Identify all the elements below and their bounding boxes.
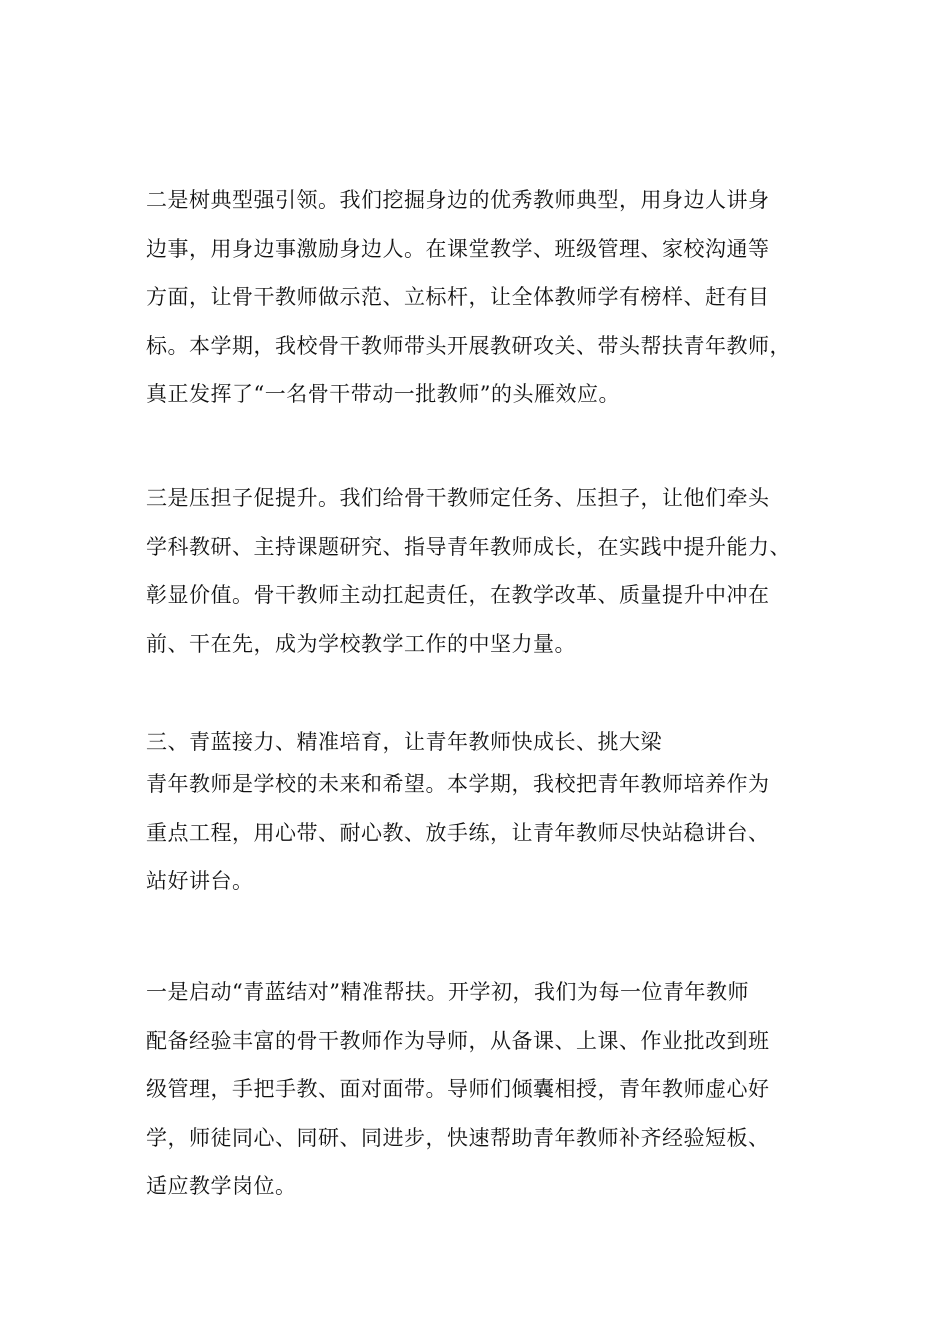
section-heading (146, 722, 826, 762)
paragraph-line: 学科教研、主持课题研究、指导青年教师成长，在实践中提升能力、 (146, 534, 791, 559)
paragraph-line: 青年教师是学校的未来和希望。本学期，我校把青年教师培养作为 (146, 772, 770, 796)
paragraph-line: 重点工程，用心带、耐心教、放手练，让青年教师尽快站稳讲台、 (146, 820, 770, 845)
section-3-heading: 三、青蓝接力、精准培育，让青年教师快成长、挑大梁 (146, 730, 662, 754)
paragraph-line: 三是压担子促提升。我们给骨干教师定任务、压担子，让他们牵头 (146, 486, 770, 510)
paragraph-line: 真正发挥了“一名骨干带动一批教师”的头雁效应。 (146, 382, 620, 406)
paragraph-typical-models (146, 176, 826, 419)
paragraph-mentoring (146, 968, 826, 1211)
paragraph-line: 边事，用身边事激励身边人。在课堂教学、班级管理、家校沟通等 (146, 236, 770, 261)
paragraph-young-teachers (146, 760, 826, 906)
paragraph-line: 站好讲台。 (146, 869, 254, 893)
paragraph-line: 二是树典型强引领。我们挖掘身边的优秀教师典型，用身边人讲身 (146, 188, 770, 212)
paragraph-responsibilities (146, 474, 826, 668)
paragraph-line: 前、干在先，成为学校教学工作的中坚力量。 (146, 631, 576, 656)
paragraph-line: 标。本学期，我校骨干教师带头开展教研攻关、带头帮扶青年教师， (146, 333, 791, 358)
paragraph-line: 适应教学岗位。 (146, 1174, 297, 1198)
paragraph-line: 彰显价值。骨干教师主动扛起责任，在教学改革、质量提升中冲在 (146, 583, 770, 607)
paragraph-line: 配备经验丰富的骨干教师作为导师，从备课、上课、作业批改到班 (146, 1028, 770, 1053)
paragraph-line: 方面，让骨干教师做示范、立标杆，让全体教师学有榜样、赶有目 (146, 285, 770, 309)
paragraph-line: 级管理，手把手教、面对面带。导师们倾囊相授，青年教师虚心好 (146, 1077, 770, 1101)
paragraph-line: 一是启动“青蓝结对”精准帮扶。开学初，我们为每一位青年教师 (146, 980, 749, 1004)
paragraph-line: 学，师徒同心、同研、同进步，快速帮助青年教师补齐经验短板、 (146, 1125, 770, 1150)
